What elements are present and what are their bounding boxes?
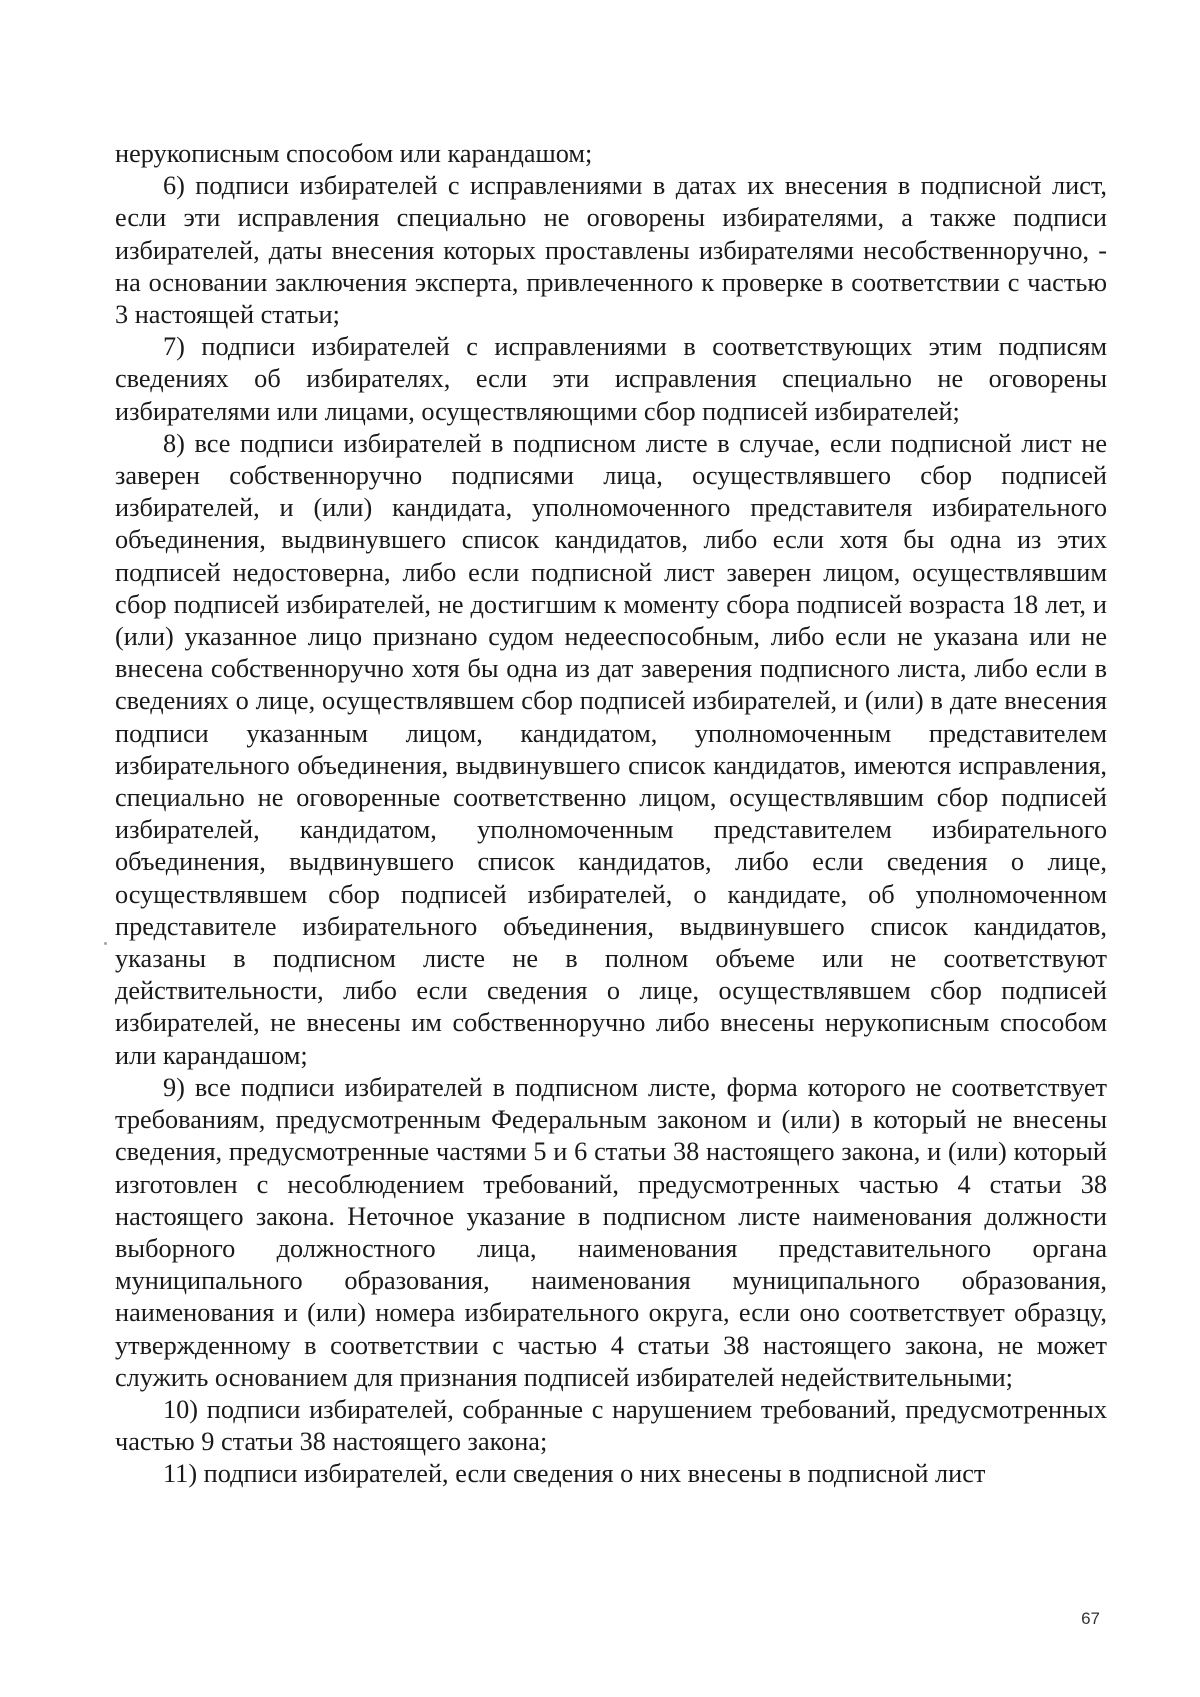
paragraph-continuation: нерукописным способом или карандашом; (115, 139, 593, 168)
paragraph-item-8: 8) все подписи избирателей в подписном листе в случае, если подписной лист не заверен собственноручно подписями лица, осуществлявшего сбор подписей избирателей, и (или) кандидата, уполномоченного представителя избирательного объединения, выдвинувшего список кандидатов, либо если хотя бы одна из этих подписей недостоверна, либо если подписной лист заверен лицом, осуществлявшим сбор подписей избирателей, не достигшим к моменту сбора подписей возраста 18 лет, и (или) указанное лицо признано судом недееспособным, либо если не указана или не внесена собственноручно хотя бы одна из дат заверения подписного листа, либо если в сведениях о лице, осуществлявшем сбор подписей избирателей, и (или) в дате внесения подписи указанным лицом, кандидатом, уполномоченным представителем избирательного объединения, выдвинувшего список кандидатов, имеются исправления, специально не оговоренные соответственно лицом, осуществлявшим сбор подписей избирателей, кандидатом, уполномоченным представителем избирательного объединения, выдвинувшего список кандидатов, либо если сведения о лице, осуществлявшем сбор подписей избирателей, о кандидате, об уполномоченном представителе избирательного объединения, выдвинувшего список кандидатов, указаны в подписном листе не в полном объеме или не соответствуют действительности, либо если сведения о лице, осуществлявшем сбор подписей избирателей, не внесены им собственноручно либо внесены нерукописным способом или карандашом; (115, 428, 1107, 1070)
paragraph-item-10: 10) подписи избирателей, собранные с нарушением требований, предусмотренных частью 9 статьи 38 настоящего закона; (115, 1394, 1107, 1457)
document-body (115, 138, 1107, 1491)
paragraph-item-11: 11) подписи избирателей, если сведения о них внесены в подписной лист (163, 1459, 986, 1489)
page-number: 67 (1081, 1609, 1100, 1628)
paragraph-item-7: 7) подписи избирателей с исправлениями в соответствующих этим подписям сведениях об избирателях, если эти исправления специально не оговорены избирателями или лицами, осуществляющими сбор подписей избирателей; (115, 332, 1107, 426)
paragraph-item-6: 6) подписи избирателей с исправлениями в датах их внесения в подписной лист, если эти исправления специально не оговорены избирателями, а также подписи избирателей, даты внесения которых проставлены избирателями несобственноручно, - на основании заключения эксперта, привлеченного к проверке в соответствии с частью 3 настоящей статьи; (115, 171, 1107, 330)
paragraph-item-9: 9) все подписи избирателей в подписном листе, форма которого не соответствует требованиям, предусмотренным Федеральным законом и (или) в который не внесены сведения, предусмотренные частями 5 и 6 статьи 38 настоящего закона, и (или) который изготовлен с несоблюдением требований, предусмотренных частью 4 статьи 38 настоящего закона. Неточное указание в подписном листе наименования должности выборного должностного лица, наименования представительного органа муниципального образования, наименования муниципального образования, наименования и (или) номера избирательного округа, если оно соответствует образцу, утвержденному в соответствии с частью 4 статьи 38 настоящего закона, не может служить основанием для признания подписей избирателей недействительными; (115, 1072, 1107, 1392)
scan-speck (104, 942, 107, 945)
